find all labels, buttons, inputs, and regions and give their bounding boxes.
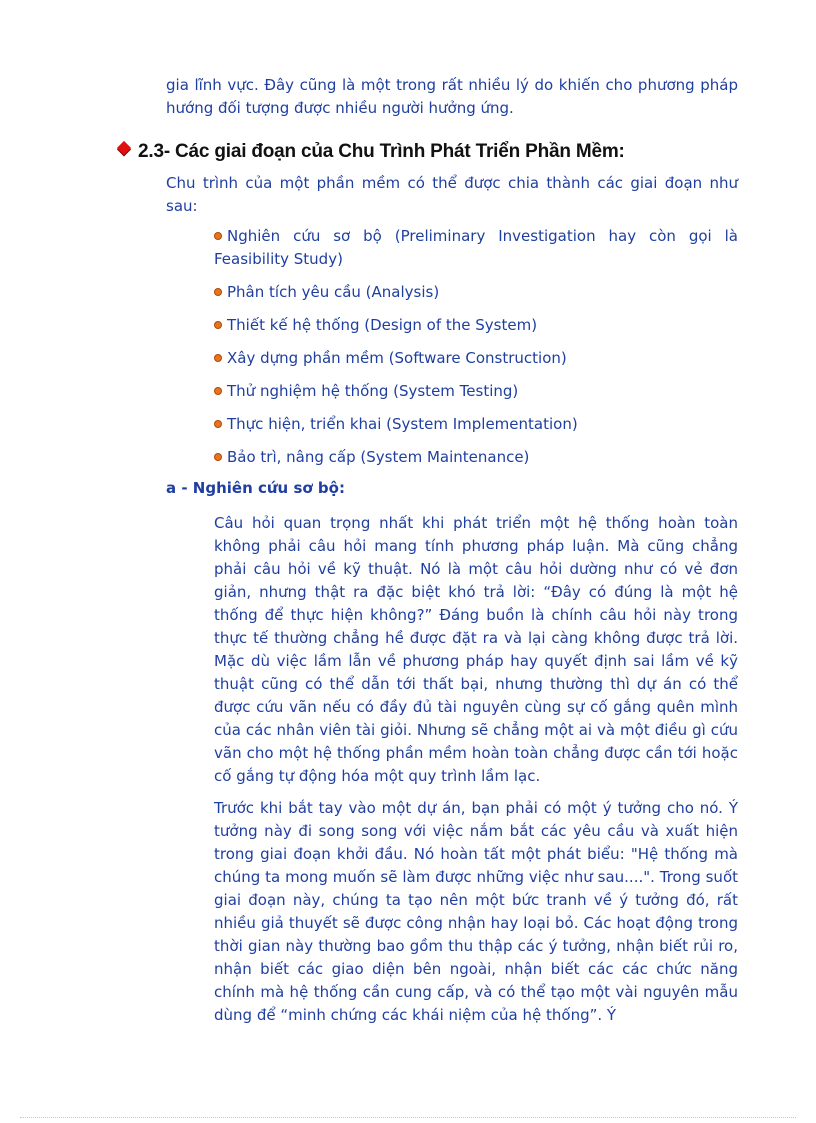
subsection-heading: a - Nghiên cứu sơ bộ: xyxy=(166,479,345,497)
phase-label: Xây dựng phần mềm (Software Construction) xyxy=(227,349,567,367)
orange-bullet-icon xyxy=(214,453,222,461)
section-heading xyxy=(117,141,757,163)
phase-label: Thử nghiệm hệ thống (System Testing) xyxy=(227,382,519,400)
list-item xyxy=(214,314,738,337)
phase-label: Thực hiện, triển khai (System Implementation) xyxy=(227,415,578,433)
footer-divider xyxy=(20,1117,796,1118)
orange-bullet-icon xyxy=(214,354,222,362)
list-item xyxy=(214,225,738,271)
body-paragraph-2: Trước khi bắt tay vào một dự án, bạn phải có một ý tưởng cho nó. Ý tưởng này đi song song với việc nắm bắt các yêu cầu và xuất hiện trong giai đoạn khởi đầu. Nó hoàn tất một phát biểu: "Hệ thống mà chúng ta mong muốn sẽ làm được những việc như sau....". Trong suốt giai đoạn này, chúng ta tạo nên một bức tranh về ý tưởng đó, rất nhiều giả thuyết sẽ được công nhận hay loại bỏ. Các hoạt động trong thời gian này thường bao gồm thu thập các ý tưởng, nhận biết rủi ro, nhận biết các giao diện bên ngoài, nhận biết các các chức năng chính mà hệ thống cần cung cấp, và có thể tạo một vài nguyên mẫu dùng để “minh chứng các khái niệm của hệ thống”. Ý xyxy=(214,799,738,1024)
phase-list xyxy=(214,225,738,479)
orange-bullet-icon xyxy=(214,321,222,329)
list-item xyxy=(214,446,738,469)
list-item xyxy=(214,380,738,403)
phase-label: Nghiên cứu sơ bộ (Preliminary Investigation hay còn gọi là Feasibility Study) xyxy=(214,227,738,268)
red-diamond-icon xyxy=(117,141,131,155)
intro-paragraph: gia lĩnh vực. Đây cũng là một trong rất nhiều lý do khiến cho phương pháp hướng đối tượng được nhiều người hưởng ứng. xyxy=(166,76,738,117)
body-paragraph-1: Câu hỏi quan trọng nhất khi phát triển một hệ thống hoàn toàn không phải câu hỏi mang tính phương pháp luận. Mà cũng chẳng phải câu hỏi về kỹ thuật. Nó là một câu hỏi dường như có vẻ đơn giản, nhưng thật ra đặc biệt khó trả lời: “Đây có đúng là một hệ thống để thực hiện không?” Đáng buồn là chính câu hỏi này trong thực tế thường chẳng hề được đặt ra và lại càng không được trả lời. Mặc dù việc lầm lẫn về phương pháp hay quyết định sai lầm về kỹ thuật cũng có thể dẫn tới thất bại, nhưng thường thì dự án có thể được cứu vãn nếu có đầy đủ tài nguyên cùng sự cố gắng quên mình của các nhân viên tài giỏi. Nhưng sẽ chẳng một ai và một điều gì cứu vãn cho một hệ thống phần mềm hoàn toàn chẳng được cần tới hoặc cố gắng tự động hóa một quy trình lầm lạc. xyxy=(214,514,738,785)
list-item xyxy=(214,413,738,436)
phase-label: Thiết kế hệ thống (Design of the System) xyxy=(227,316,538,334)
orange-bullet-icon xyxy=(214,288,222,296)
phase-label: Bảo trì, nâng cấp (System Maintenance) xyxy=(227,448,530,466)
phase-label: Phân tích yêu cầu (Analysis) xyxy=(227,283,440,301)
list-item xyxy=(214,347,738,370)
lead-paragraph: Chu trình của một phần mềm có thể được chia thành các giai đoạn như sau: xyxy=(166,174,738,215)
orange-bullet-icon xyxy=(214,232,222,240)
orange-bullet-icon xyxy=(214,387,222,395)
orange-bullet-icon xyxy=(214,420,222,428)
section-heading-text: 2.3- Các giai đoạn của Chu Trình Phát Triển Phần Mềm: xyxy=(138,141,625,162)
list-item xyxy=(214,281,738,304)
